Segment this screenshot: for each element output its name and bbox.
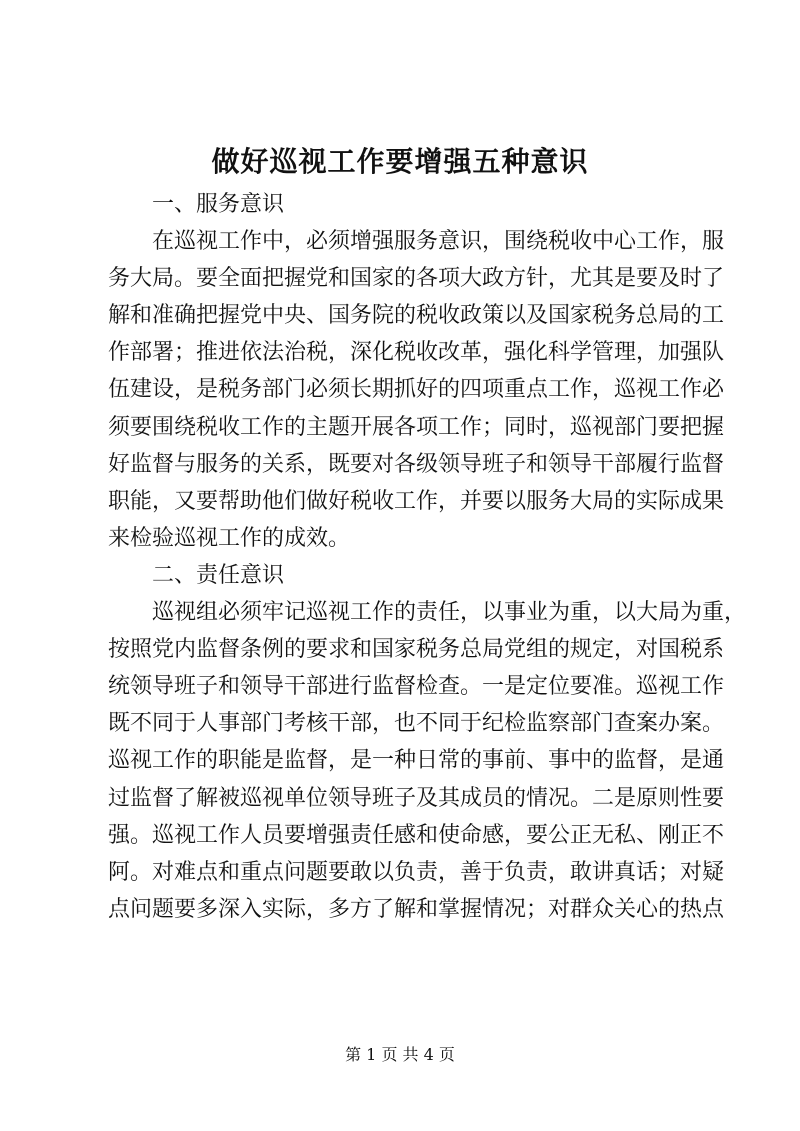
paragraph-line: 须要围绕税收工作的主题开展各项工作；同时，巡视部门要把握	[108, 414, 725, 440]
paragraph-line: 职能，又要帮助他们做好税收工作，并要以服务大局的实际成果	[108, 488, 725, 514]
paragraph-line: 作部署；推进依法治税，深化税收改革，强化科学管理，加强队	[108, 340, 725, 366]
paragraph-line: 巡视工作的职能是监督，是一种日常的事前、事中的监督，是通	[108, 748, 725, 774]
page-number-footer: 第 1 页 共 4 页	[345, 1045, 455, 1064]
paragraph-line: 按照党内监督条例的要求和国家税务总局党组的规定，对国税系	[108, 637, 725, 663]
paragraph-line: 点问题要多深入实际，多方了解和掌握情况；对群众关心的热点	[108, 896, 725, 922]
paragraph-line: 巡视组必须牢记巡视工作的责任，以事业为重，以大局为重，	[152, 600, 747, 626]
document-title: 做好巡视工作要增强五种意识	[211, 145, 589, 178]
section-2-heading: 二、责任意识	[152, 562, 285, 588]
paragraph-line: 阿。对难点和重点问题要敢以负责，善于负责，敢讲真话；对疑	[108, 859, 725, 885]
paragraph-line: 来检验巡视工作的成效。	[108, 525, 351, 551]
paragraph-line: 过监督了解被巡视单位领导班子及其成员的情况。二是原则性要	[108, 785, 725, 811]
section-1-heading: 一、服务意识	[152, 192, 285, 217]
paragraph-line: 既不同于人事部门考核干部，也不同于纪检监察部门查案办案。	[108, 711, 725, 737]
paragraph-line: 务大局。要全面把握党和国家的各项大政方针，尤其是要及时了	[108, 266, 725, 292]
paragraph-line: 解和准确把握党中央、国务院的税收政策以及国家税务总局的工	[108, 303, 725, 329]
document-body	[108, 186, 747, 928]
paragraph-line: 伍建设，是税务部门必须长期抓好的四项重点工作，巡视工作必	[108, 377, 725, 403]
paragraph-line: 在巡视工作中，必须增强服务意识，围绕税收中心工作，服	[152, 229, 725, 255]
paragraph-line: 强。巡视工作人员要增强责任感和使命感，要公正无私、刚正不	[108, 822, 725, 848]
paragraph-line: 好监督与服务的关系，既要对各级领导班子和领导干部履行监督	[108, 451, 725, 477]
paragraph-line: 统领导班子和领导干部进行监督检查。一是定位要准。巡视工作	[108, 674, 725, 700]
